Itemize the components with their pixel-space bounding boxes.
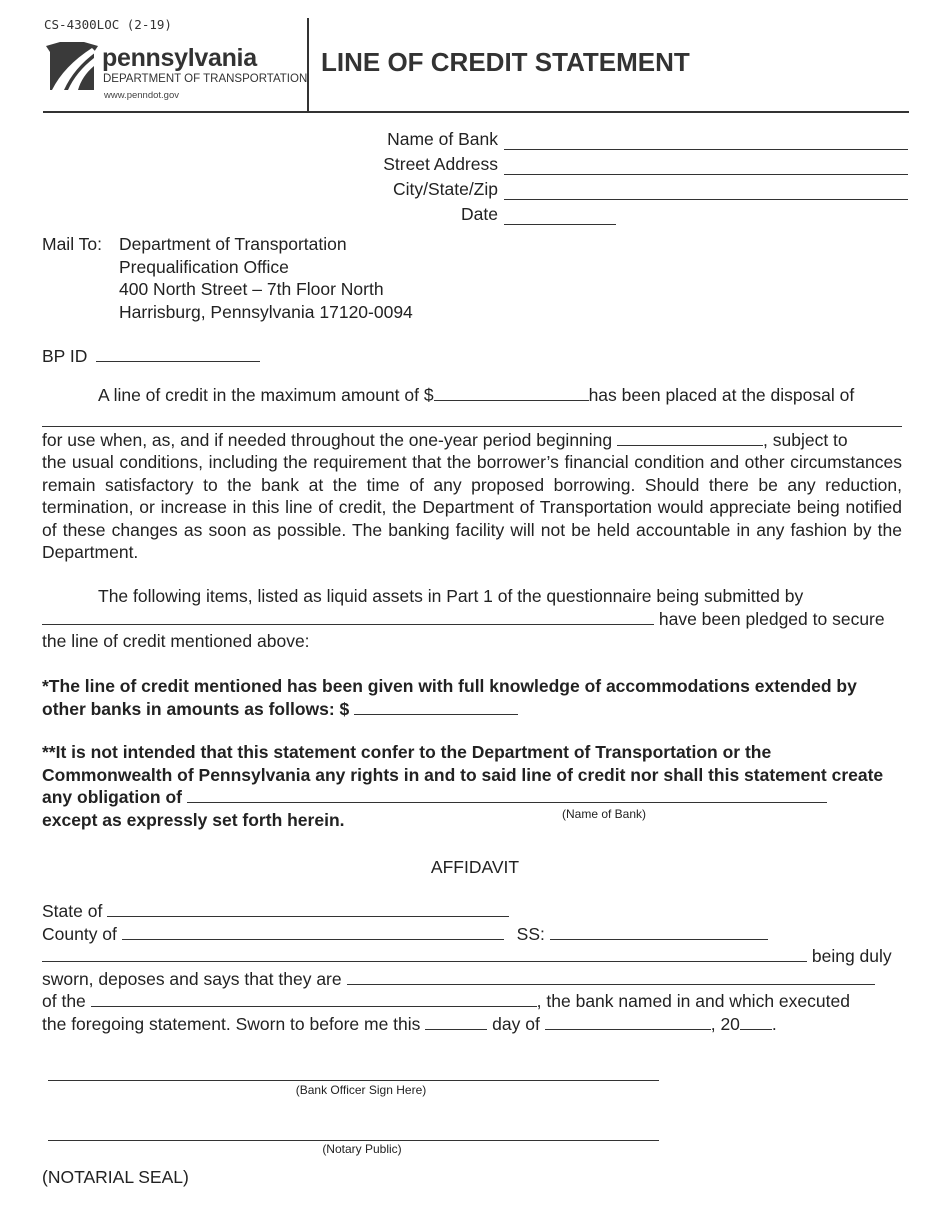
- period-text: .: [771, 1014, 777, 1034]
- credit-period-row: [42, 429, 848, 452]
- sworn-date-row: [42, 1013, 777, 1036]
- bank-fields: [320, 125, 910, 225]
- bank-name-label: Name of Bank: [387, 128, 498, 149]
- date-field[interactable]: [504, 208, 616, 225]
- address-line: Prequalification Office: [119, 256, 289, 277]
- credit-intro-text: A line of credit in the maximum amount of $: [98, 385, 434, 405]
- bank-officer-signature-field[interactable]: [48, 1064, 659, 1081]
- county-label: County of: [42, 924, 117, 944]
- county-field[interactable]: [122, 923, 504, 940]
- address-line: Harrisburg, Pennsylvania 17120-0094: [119, 301, 413, 322]
- bank-name-row: [320, 125, 910, 150]
- sworn-row: [42, 968, 875, 991]
- bank-officer-caption: (Bank Officer Sign Here): [295, 1083, 427, 1097]
- bp-id-row: [42, 345, 260, 368]
- sworn-year-field[interactable]: [740, 1013, 772, 1030]
- submitter-name-field[interactable]: [42, 608, 654, 625]
- header-divider-vertical: [307, 18, 309, 111]
- city-state-zip-row: [320, 175, 910, 200]
- credit-disposal-text: has been placed at the disposal of: [588, 385, 855, 405]
- mail-to-label: Mail To:: [42, 234, 102, 254]
- date-label: Date: [461, 203, 498, 224]
- bp-id-label: BP ID: [42, 346, 88, 366]
- brand-name: pennsylvania: [102, 44, 257, 72]
- credit-amount-field[interactable]: [434, 384, 589, 401]
- being-duly-text: being duly: [811, 946, 892, 966]
- sworn-month-field[interactable]: [545, 1013, 711, 1030]
- no-obligation-notice-text: **It is not intended that this statement confer to the Department of Transportation or the Commonwealth of Pennsylvania any rights in and to said line of credit nor shall this statement create any obligation of: [42, 742, 884, 807]
- page-title: LINE OF CREDIT STATEMENT: [321, 47, 690, 77]
- foregoing-text: the foregoing statement. Sworn to before me this: [42, 1014, 421, 1034]
- department-name: DEPARTMENT OF TRANSPORTATION: [103, 73, 308, 85]
- bank-name-field[interactable]: [504, 133, 908, 150]
- notary-signature-field[interactable]: [48, 1124, 659, 1141]
- address-line: 400 North Street – 7th Floor North: [119, 279, 384, 299]
- other-banks-amount-field[interactable]: [354, 698, 518, 715]
- mail-to-address: [119, 233, 413, 323]
- address-line: Department of Transportation: [119, 234, 347, 254]
- bank-named-text: , the bank named in and which executed: [536, 991, 850, 1011]
- county-row: [42, 923, 768, 946]
- assets-submitter-row: [42, 608, 885, 631]
- sworn-text: sworn, deposes and says that they are: [42, 969, 342, 989]
- form-code: CS-4300LOC (2-19): [44, 17, 172, 32]
- no-obligation-end-text: except as expressly set forth herein.: [42, 810, 345, 830]
- bp-id-field[interactable]: [96, 345, 260, 362]
- pledged-text: have been pledged to secure: [658, 609, 885, 629]
- bank-named-field[interactable]: [91, 990, 537, 1007]
- state-label: State of: [42, 901, 103, 921]
- city-state-zip-field[interactable]: [504, 183, 908, 200]
- year-prefix-text: , 20: [710, 1014, 740, 1034]
- notary-caption: (Notary Public): [322, 1142, 402, 1156]
- ss-field[interactable]: [550, 923, 768, 940]
- credit-period-text: for use when, as, and if needed throughout the one-year period beginning: [42, 430, 613, 450]
- city-state-zip-label: City/State/Zip: [392, 178, 498, 199]
- assets-end-text: the line of credit mentioned above:: [42, 631, 310, 651]
- header-divider: [43, 111, 909, 113]
- of-the-text: of the: [42, 991, 86, 1011]
- ss-label: SS:: [516, 924, 545, 944]
- other-banks-notice-text: *The line of credit mentioned has been given with full knowledge of accommodations extended by other banks in amounts as follows: $: [42, 676, 857, 719]
- street-address-label: Street Address: [383, 153, 498, 174]
- affiant-title-field[interactable]: [347, 968, 875, 985]
- notarial-seal-label: (NOTARIAL SEAL): [42, 1167, 189, 1187]
- name-of-bank-caption: (Name of Bank): [562, 807, 647, 821]
- affidavit-heading: AFFIDAVIT: [430, 857, 520, 877]
- website-link[interactable]: www.penndot.gov: [104, 90, 179, 101]
- borrower-name-field[interactable]: [42, 410, 902, 427]
- obligation-bank-name-field[interactable]: [187, 786, 827, 803]
- credit-conditions-text: the usual conditions, including the requirement that the borrower’s financial condition and other circumstances remain satisfactory to the bank at the time of any proposed borrowing. Should there be any reduction, termination, or increase in this line of credit, the Department of Transportation would appreciate being notified of these changes as soon as possible. The banking facility will not be held accountable in any fashion by the Department.: [42, 452, 902, 562]
- state-row: [42, 900, 509, 923]
- of-the-row: [42, 990, 850, 1013]
- other-banks-notice: [42, 675, 902, 720]
- street-address-row: [320, 150, 910, 175]
- affiant-row: [42, 945, 892, 968]
- sworn-day-field[interactable]: [425, 1013, 487, 1030]
- period-start-field[interactable]: [617, 429, 763, 446]
- street-address-field[interactable]: [504, 158, 908, 175]
- assets-intro-text: The following items, listed as liquid assets in Part 1 of the questionnaire being submitted by: [98, 586, 804, 606]
- subject-to-text: , subject to: [763, 430, 848, 450]
- date-row: [320, 200, 910, 225]
- no-obligation-notice: [42, 741, 902, 809]
- day-of-text: day of: [492, 1014, 540, 1034]
- state-field[interactable]: [107, 900, 509, 917]
- keystone-logo-icon: [44, 42, 100, 92]
- affiant-name-field[interactable]: [42, 945, 807, 962]
- credit-intro-row: [98, 384, 854, 407]
